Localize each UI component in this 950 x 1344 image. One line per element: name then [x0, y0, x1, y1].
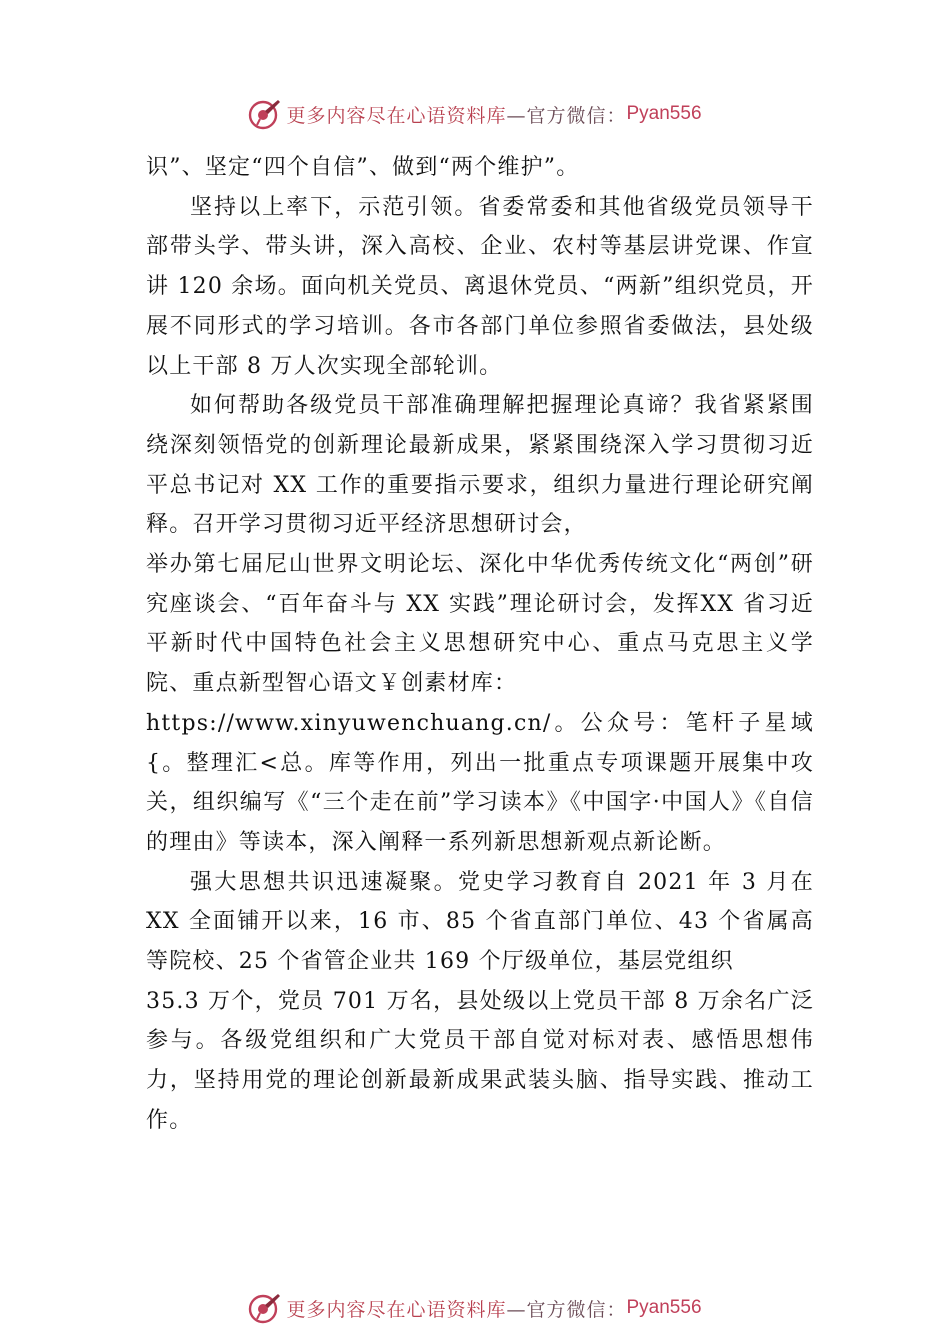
- watermark-text-wechat: —官方微信：: [506, 1298, 627, 1321]
- footer-watermark: [0, 1288, 950, 1328]
- watermark-text-id: Pyan556: [626, 1297, 702, 1318]
- pen-logo-icon: [248, 97, 282, 131]
- watermark-text-id: Pyan556: [626, 103, 702, 124]
- paragraph-consensus-continued: 35.3 万个，党员 701 万名，县处级以上党员干部 8 万余名广泛参与。各级党组织和广大党员干部自觉对标对表、感悟思想伟力，坚持用党的理论创新最新成果武装头脑、指导实践、推动工作。: [146, 988, 814, 1133]
- paragraph-theory-readers: https://www.xinyuwenchuang.cn/。公众号：笔杆子星域{。整理汇<总。库等作用，列出一批重点专项课题开展集中攻关，组织编写《“三个走在前”学习读本》《中国字·中国人》《自信的理由》等读本，深入阐释一系列新思想新观点新论断。: [146, 710, 814, 855]
- watermark-text-library: 更多内容尽在心语资料库: [286, 104, 507, 127]
- paragraph-theory-forums: 举办第七届尼山世界文明论坛、深化中华优秀传统文化“两创”研究座谈会、“百年奋斗与 XX 实践”理论研讨会，发挥XX 省习近平新时代中国特色社会主义思想研究中心、重点马克思主义学院、重点新型智心语文￥创素材库：: [146, 552, 814, 697]
- document-body: [146, 148, 814, 1141]
- watermark-text-wechat: —官方微信：: [506, 104, 627, 127]
- paragraph-leadership: 坚持以上率下，示范引领。省委常委和其他省级党员领导干部带头学、带头讲，深入高校、企业、农村等基层讲党课、作宣讲 120 余场。面向机关党员、离退休党员、“两新”组织党员，开展不同形式的学习培训。各市各部门单位参照省委做法，县处级以上干部 8 万人次实现全部轮训。: [146, 194, 814, 379]
- paragraph-theory-research: 如何帮助各级党员干部准确理解把握理论真谛？我省紧紧围绕深刻领悟党的创新理论最新成果，紧紧围绕深入学习贯彻习近平总书记对 XX 工作的重要指示要求，组织力量进行理论研究阐释。召开学习贯彻习近平经济思想研讨会，: [146, 393, 814, 538]
- watermark-text-library: 更多内容尽在心语资料库: [286, 1298, 507, 1321]
- header-watermark: [0, 94, 950, 134]
- paragraph-consensus: 强大思想共识迅速凝聚。党史学习教育自 2021 年 3 月在 XX 全面铺开以来，16 市、85 个省直部门单位、43 个省属高等院校、25 个省管企业共 169 个厅级单位，基层党组织: [146, 869, 814, 975]
- paragraph-continuation: 识”、坚定“四个自信”、做到“两个维护”。: [146, 155, 580, 180]
- pen-logo-icon: [248, 1291, 282, 1325]
